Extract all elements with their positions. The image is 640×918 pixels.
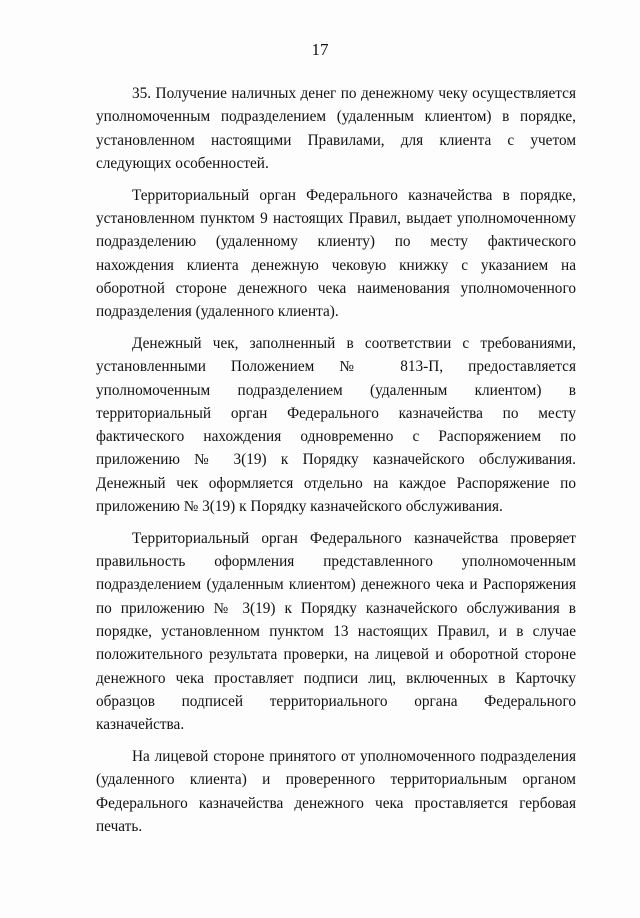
- paragraph-checkbook-issue: Территориальный орган Федерального казначейства в порядке, установленном пунктом 9 настоящих Правил, выдает уполномоченному подразделению (удаленному клиенту) по месту фактического нахождения клиента денежную чековую книжку с указанием на оборотной стороне денежного чека наименования уполномоченного подразделения (удаленного клиента).: [96, 186, 576, 321]
- page-number: 17: [311, 40, 329, 59]
- paragraph-35: 35. Получение наличных денег по денежному чеку осуществляется уполномоченным подразделением (удаленным клиентом) в порядке, установленном настоящими Правилами, для клиента с учетом следующих особенностей.: [96, 85, 576, 172]
- document-body: [96, 82, 576, 847]
- paragraph-check-verification: Территориальный орган Федерального казначейства проверяет правильность оформления представленного уполномоченным подразделением (удаленным клиентом) денежного чека и Распоряжения по приложению № 3(19) к Порядку казначейского обслуживания в порядке, установленном пунктом 13 настоящих Правил, и в случае положительного результата проверки, на лицевой и оборотной стороне денежного чека проставляет подписи лиц, включенных в Карточку образцов подписей территориального органа Федерального казначейства.: [96, 529, 576, 734]
- paragraph-stamp: На лицевой стороне принятого от уполномоченного подразделения (удаленного клиента) и проверенного территориальным органом Федерального казначейства денежного чека проставляется гербовая печать.: [96, 748, 576, 835]
- paragraph-check-submission: Денежный чек, заполненный в соответствии с требованиями, установленными Положением № 813-П, предоставляется уполномоченным подразделением (удаленным клиентом) в территориальный орган Федерального казначейства по месту фактического нахождения одновременно с Распоряжением по приложению № 3(19) к Порядку казначейского обслуживания. Денежный чек оформляется отдельно на каждое Распоряжение по приложению № 3(19) к Порядку казначейского обслуживания.: [96, 334, 576, 516]
